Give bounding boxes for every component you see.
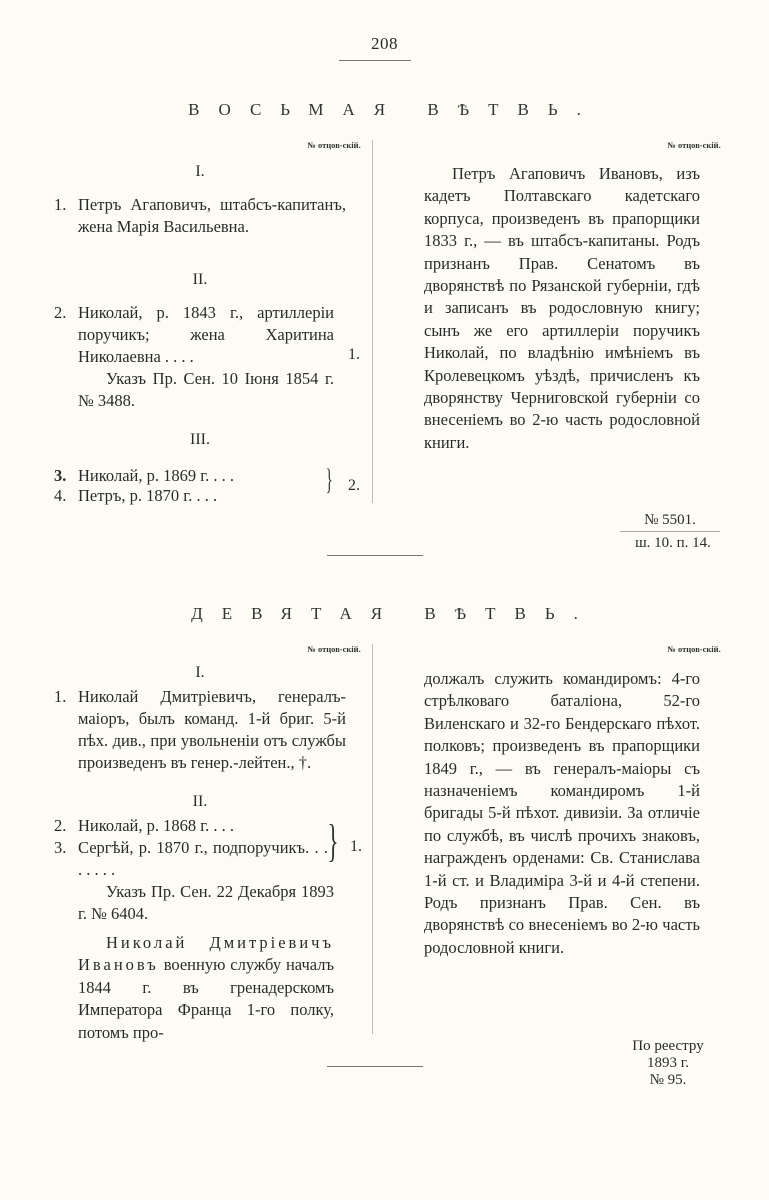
person-name: Николай Дмитріевичъ (106, 933, 334, 952)
entry-number: 3. (54, 466, 67, 485)
entry-text: Николай, р. 1869 г. . . . (78, 466, 235, 485)
biography-paragraph (78, 932, 334, 1044)
generation-heading: II. (192, 271, 208, 288)
section-title-ninth-branch: ДЕВЯТАЯ ВѢТВЬ. (191, 604, 597, 623)
column-label-left: № отцов-скій. (307, 140, 361, 150)
registry-label: По реестру (632, 1038, 704, 1054)
entry-number: 2. (54, 303, 67, 322)
genealogy-entry (54, 485, 328, 507)
entry-text: Николай, р. 1843 г., артиллеріи поручикъ; жена Харитина Николаевна . . . . (78, 303, 334, 366)
reference-location: ш. 10. п. 14. (635, 535, 711, 551)
entry-number: 2. (54, 816, 67, 835)
surname: Ивановъ (78, 955, 159, 975)
section-title-eighth-branch: ВОСЬМАЯ ВѢТВЬ. (188, 100, 600, 119)
brace: } (327, 815, 339, 866)
entry-text: Николай, р. 1868 г. . . . (78, 816, 235, 835)
generation-heading: III. (190, 431, 210, 448)
column-label-right: № отцов-скій. (667, 644, 721, 654)
decree-text: Указъ Пр. Сен. 22 Декабря 1893 г. № 6404. (78, 882, 334, 923)
reference-rule (620, 531, 720, 532)
biography-paragraph (424, 163, 700, 454)
reference-number: № 5501. (644, 512, 696, 528)
section-separator (327, 1066, 423, 1067)
column-label-left: № отцов-скій. (307, 644, 361, 654)
entry-number: 4. (54, 486, 67, 505)
entry-number: 3. (54, 838, 67, 857)
genealogy-entry (54, 837, 328, 881)
section-separator (327, 555, 423, 556)
column-divider (372, 644, 373, 1034)
entry-text: Петръ, р. 1870 г. . . . (78, 486, 218, 505)
entry-text: Петръ Агаповичъ, штабсъ-капитанъ, жена Марія Васильевна. (78, 195, 346, 236)
genealogy-entry (54, 465, 328, 487)
registry-number: № 95. (649, 1072, 687, 1088)
column-divider (372, 140, 373, 503)
biography-text: военную службу началъ 1844 г. въ гренадерскомъ Императора Франца 1-го полку, потомъ про- (78, 955, 334, 1042)
registry-year: 1893 г. (647, 1055, 689, 1071)
entry-text: Сергѣй, р. 1870 г., подпоручикъ. . . . . . . . (78, 838, 328, 879)
entry-number: 1. (54, 195, 67, 214)
generation-heading: II. (192, 793, 208, 810)
father-number: 1. (348, 346, 360, 363)
column-label-right: № отцов-скій. (667, 140, 721, 150)
generation-heading: I. (195, 664, 205, 681)
entry-number: 1. (54, 687, 67, 706)
genealogy-entry (54, 194, 346, 238)
page-number: 208 (371, 34, 398, 53)
father-number: 2. (348, 477, 360, 494)
biography-text: должалъ служить командиромъ: 4-го стрѣлковаго баталіона, 52-го Виленскаго и 32-го Бендерскаго пѣхот. полковъ; произведенъ въ прапорщики 1849 г., — въ генералъ-маіоры съ назначеніемъ командиромъ 1-й бригады 5-й пѣхот. дивизіи. За отличіе по службѣ, въ числѣ прочихъ знаковъ, награжденъ орденами: Св. Станислава 1-й ст. и Владиміра 3-й и 4-й степени. Родъ признанъ Прав. Сен. въ дворянствѣ со внесеніемъ во 2-ю часть родословной книги. (424, 669, 700, 957)
biography-paragraph (424, 668, 700, 959)
father-number: 1. (350, 838, 362, 855)
registry-reference (620, 1038, 716, 1089)
biography-text: Петръ Агаповичъ Ивановъ, изъ кадетъ Полтавскаго кадетскаго корпуса, произведенъ въ прапорщики 1833 г., — въ штабсъ-капитаны. Родъ признанъ Прав. Сенатомъ въ дворянствѣ по Рязанской губерніи, гдѣ и записанъ въ родословную книгу; сынъ же его артиллеріи поручикъ Николай, по владѣнію имѣніемъ въ Кролевецкомъ уѣздѣ, причисленъ къ дворянству Черниговской губерніи со внесеніемъ во 2-ю часть родословной книги. (424, 164, 700, 452)
genealogy-entry (54, 302, 334, 368)
decree-text: Указъ Пр. Сен. 10 Іюня 1854 г. № 3488. (78, 369, 334, 410)
entry-text: Николай Дмитріевичъ, генералъ-маіоръ, былъ команд. 1-й бриг. 5-й пѣх. див., при увольненіи отъ службы произведенъ въ генер.-лейтен., †. (78, 687, 346, 772)
genealogy-entry (54, 815, 328, 837)
genealogy-entry (54, 686, 346, 774)
brace: } (325, 463, 333, 496)
generation-heading: I. (195, 163, 205, 180)
page-number-rule (339, 60, 411, 61)
